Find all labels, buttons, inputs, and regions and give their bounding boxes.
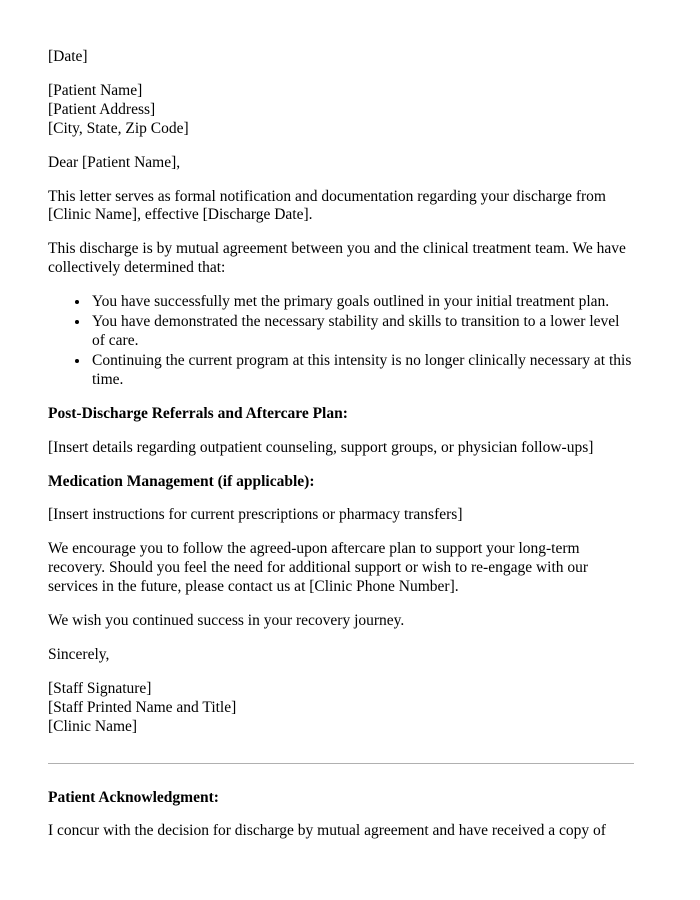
staff-printed-name-title: [Staff Printed Name and Title]	[48, 698, 237, 716]
list-item: • You have demonstrated the necessary stability and skills to transition to a lower level of care.	[90, 313, 634, 351]
letter-date: [Date]	[48, 48, 88, 65]
salutation: Dear [Patient Name],	[48, 153, 181, 171]
section-divider	[48, 763, 634, 764]
medication-heading: Medication Management (if applicable):	[48, 472, 315, 490]
determination-list	[48, 293, 634, 390]
list-item: • Continuing the current program at this intensity is no longer clinically necessary at this time.	[90, 352, 634, 390]
medication-body: [Insert instructions for current prescriptions or pharmacy transfers]	[48, 506, 463, 524]
encouragement-paragraph: We encourage you to follow the agreed-upon aftercare plan to support your long-term recovery. Should you feel the need for additional support or wish to re-engage with our services in the future, please contact us at [Clinic Phone Number].	[48, 540, 589, 596]
clinic-name: [Clinic Name]	[48, 717, 138, 735]
intro-paragraph: This letter serves as formal notification and documentation regarding your discharge from [Clinic Name], effective [Discharge Date].	[48, 187, 606, 224]
mutual-agreement-paragraph: This discharge is by mutual agreement between you and the clinical treatment team. We have collectively determined that:	[48, 240, 626, 277]
recipient-city-state-zip: [City, State, Zip Code]	[48, 119, 189, 137]
staff-signature: [Staff Signature]	[48, 679, 152, 697]
acknowledgment-heading: Patient Acknowledgment:	[48, 788, 219, 806]
signature-block	[48, 680, 634, 737]
aftercare-body: [Insert details regarding outpatient counseling, support groups, or physician follow-ups]	[48, 438, 594, 456]
list-item: • You have successfully met the primary goals outlined in your initial treatment plan.	[90, 293, 634, 312]
sincerely-line: Sincerely,	[48, 645, 110, 663]
recipient-block	[48, 82, 634, 139]
wish-paragraph: We wish you continued success in your recovery journey.	[48, 612, 405, 630]
aftercare-heading: Post-Discharge Referrals and Aftercare Plan:	[48, 404, 348, 422]
recipient-address: [Patient Address]	[48, 100, 156, 118]
acknowledgment-body: I concur with the decision for discharge by mutual agreement and have received a copy of	[48, 822, 606, 840]
recipient-name: [Patient Name]	[48, 81, 143, 99]
